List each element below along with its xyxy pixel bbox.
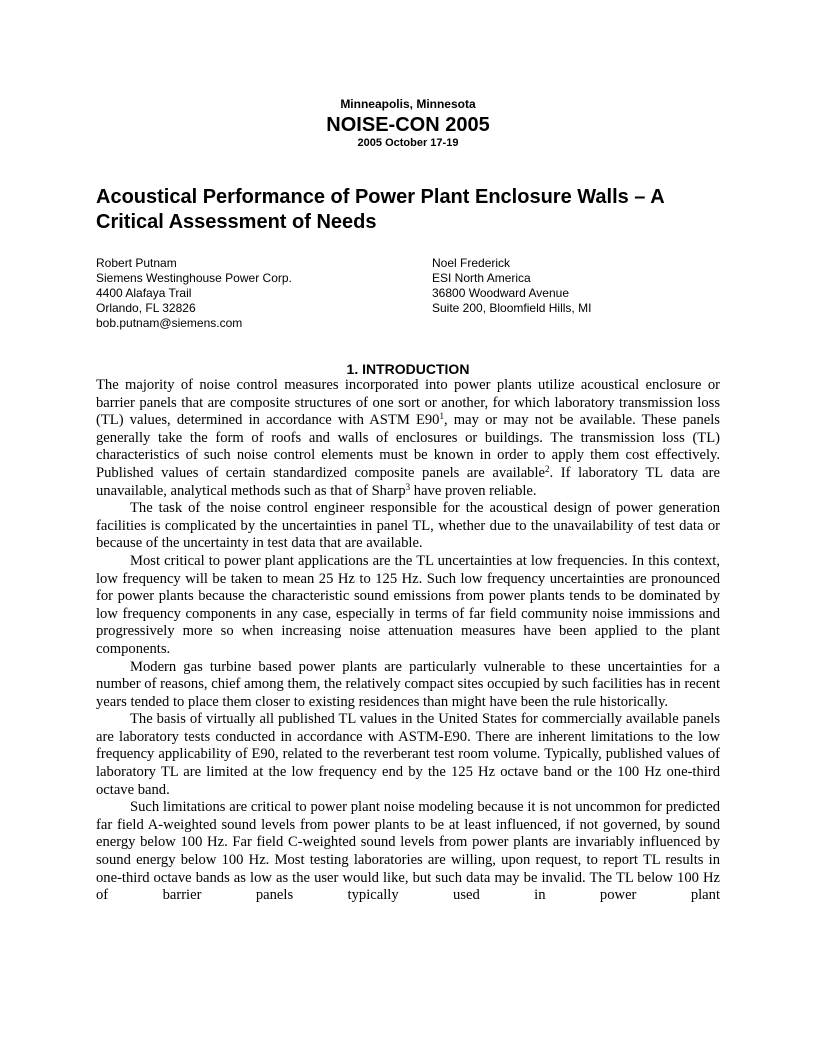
paragraph-1-part-c: . If laboratory TL data are unavailable, analytical methods such as that of Sharp [96, 464, 721, 499]
paragraph-1-part-a: The majority of noise control measures incorporated into power plants utilize acoustical enclosure or barrier panels that are composite structures of one sort or another, for which laboratory transmission loss (TL) values, determined in accordance with ASTM E90 [96, 377, 720, 429]
paper-title-line-1: Acoustical Performance of Power Plant Enclosure Walls – A [96, 186, 665, 208]
author-name: Noel Frederick [432, 256, 511, 270]
paragraph-3: Most critical to power plant applications are the TL uncertainties at low frequencies. In this context, low frequency will be taken to mean 25 Hz to 125 Hz. Such low frequency uncertainties are pronounced for power plants because the characteristic sound emissions from power plants tends to be dominated by low frequency components in any case, especially in terms of far field community noise immissions and progressively more so when increasing noise attenuation measures have been applied to the plant components. [96, 552, 720, 657]
author-block-putnam [96, 256, 292, 331]
paper-title [96, 185, 736, 235]
paragraph-2: The task of the noise control engineer responsible for the acoustical design of power generation facilities is complicated by the uncertainties in panel TL, whether due to the unavailability of test data or because of the uncertainty in test data that are available. [96, 500, 720, 552]
paragraph-5: The basis of virtually all published TL values in the United States for commercially available panels are laboratory tests conducted in accordance with ASTM-E90. There are inherent limitations to the low frequency applicability of E90, related to the reverberant test room volume. Typically, published values of laboratory TL are limited at the low frequency end by the 125 Hz octave band or the 100 Hz one-third octave band. [96, 711, 720, 798]
paragraph-1-part-d: have proven reliable. [410, 482, 537, 499]
paper-title-line-2: Critical Assessment of Needs [96, 211, 377, 233]
author-address-line: Orlando, FL 32826 [96, 301, 196, 315]
conference-city: Minneapolis, Minnesota [340, 97, 476, 111]
paragraph-6: Such limitations are critical to power plant noise modeling because it is not uncommon for predicted far field A-weighted sound levels from power plants to be at least influenced, if not governed, by sound energy below 100 Hz. Far field C-weighted sound levels from power plants are invariably influenced by sound energy below 100 Hz. Most testing laboratories are willing, upon request, to report TL results in one-third octave bands as low as the user would like, but such data may be invalid. The TL below 100 Hz of barrier panels typically used in power plant [96, 799, 720, 904]
reference-marker-2: 2 [545, 463, 550, 474]
conference-date: 2005 October 17-19 [357, 137, 459, 149]
reference-marker-1: 1 [439, 411, 444, 422]
author-email: bob.putnam@siemens.com [96, 316, 243, 330]
paragraph-4: Modern gas turbine based power plants are particularly vulnerable to these uncertainties for a number of reasons, chief among them, the relatively compact sites occupied by such facilities has in recent years tended to place them closer to existing residences than might have been the rule historically. [96, 658, 720, 710]
author-block-frederick [432, 256, 591, 316]
author-address-line: 36800 Woodward Avenue [432, 286, 569, 300]
section-heading: 1. INTRODUCTION [346, 361, 470, 377]
reference-marker-3: 3 [405, 481, 411, 492]
author-affiliation: ESI North America [432, 271, 531, 285]
author-address-line: 4400 Alafaya Trail [96, 286, 192, 300]
paragraph-1 [96, 377, 720, 500]
author-name: Robert Putnam [96, 256, 177, 270]
author-address-line: Suite 200, Bloomfield Hills, MI [432, 301, 592, 315]
author-affiliation: Siemens Westinghouse Power Corp. [96, 271, 292, 285]
paragraph-1-part-b: , may or may not be available. These panels generally take the form of roofs and walls of enclosures or buildings. The transmission loss (TL) characteristics of such noise control elements must be known in order to apply them cost effectively. Published values of certain standardized composite panels are available [96, 412, 720, 481]
body-text [96, 377, 720, 905]
conference-name: NOISE-CON 2005 [326, 114, 490, 136]
